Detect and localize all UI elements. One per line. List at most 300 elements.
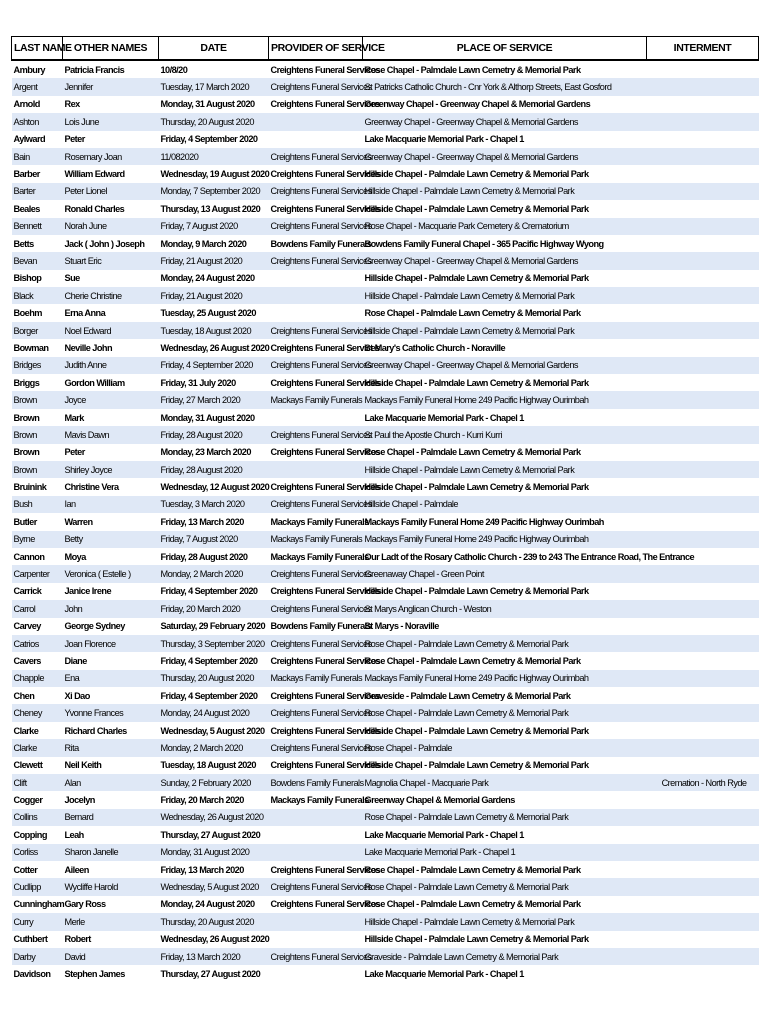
cell-other-names: Joan Florence <box>64 638 116 649</box>
cell-provider: Bowdens Family Funerals <box>270 238 372 249</box>
cell-provider: Creightens Funeral Services <box>270 447 380 458</box>
cell-other-names: Shirley Joyce <box>64 464 112 475</box>
cell-last-name: Cunningham <box>13 899 65 910</box>
cell-last-name: Cotter <box>13 864 38 875</box>
cell-provider <box>269 931 363 948</box>
cell-last-name: Beales <box>13 203 40 214</box>
cell-interment <box>647 565 759 582</box>
cell-date: Monday, 24 August 2020 <box>160 899 255 910</box>
cell-last-name: Clift <box>13 777 27 788</box>
cell-date: Friday, 4 September 2020 <box>160 134 258 145</box>
cell-place: Lake Macquarie Memorial Park - Chapel 1 <box>364 134 524 145</box>
cell-place: Hillside Chapel - Palmdale Lawn Cemetry & Memorial Park <box>364 290 575 301</box>
cell-date: Tuesday, 18 August 2020 <box>160 760 256 771</box>
table-row <box>12 531 759 548</box>
table-row <box>12 861 759 878</box>
cell-other-names: Peter <box>64 447 85 458</box>
cell-place: Rose Chapel - Palmdale Lawn Cemetry & Memorial Park <box>364 708 569 719</box>
table-row <box>12 287 759 304</box>
cell-date: Monday, 7 September 2020 <box>160 186 261 197</box>
table-row <box>12 565 759 582</box>
cell-date: Friday, 31 July 2020 <box>160 377 236 388</box>
cell-interment <box>647 113 759 130</box>
cell-other-names: Rosemary Joan <box>64 151 122 162</box>
cell-last-name: Barter <box>13 186 36 197</box>
table-row <box>12 218 759 235</box>
cell-last-name: Byrne <box>13 534 35 545</box>
cell-date: Monday, 31 August 2020 <box>160 412 255 423</box>
cell-date: Friday, 4 September 2020 <box>160 655 258 666</box>
cell-last-name: Bush <box>13 499 33 510</box>
cell-provider: Creightens Funeral Services <box>270 377 380 388</box>
cell-date: Thursday, 27 August 2020 <box>160 829 261 840</box>
cell-date: Friday, 4 September 2020 <box>160 586 258 597</box>
table-row <box>12 374 759 391</box>
cell-other-names: Betty <box>64 534 83 545</box>
cell-last-name: Cannon <box>13 551 45 562</box>
header-place: PLACE OF SERVICE <box>363 37 647 61</box>
cell-provider: Creightens Funeral Services <box>270 882 372 893</box>
cell-interment <box>647 670 759 687</box>
cell-interment <box>647 304 759 321</box>
cell-interment <box>647 270 759 287</box>
cell-date: Friday, 28 August 2020 <box>160 464 243 475</box>
table-row <box>12 826 759 843</box>
cell-other-names: Stephen James <box>64 969 125 979</box>
table-row <box>12 513 759 530</box>
cell-other-names: Norah June <box>64 221 107 232</box>
cell-last-name: Borger <box>13 325 38 336</box>
cell-date: Friday, 21 August 2020 <box>160 255 243 266</box>
table-row <box>12 131 759 148</box>
cell-other-names: Cherie Christine <box>64 290 122 301</box>
cell-other-names: Diane <box>64 655 87 666</box>
cell-last-name: Bennett <box>13 221 42 232</box>
cell-interment <box>647 600 759 617</box>
table-row <box>12 635 759 652</box>
cell-other-names: Gordon William <box>64 377 125 388</box>
cell-provider <box>269 809 363 826</box>
cell-date: Monday, 31 August 2020 <box>160 99 255 110</box>
cell-date: Friday, 13 March 2020 <box>160 864 244 875</box>
cell-date: Friday, 28 August 2020 <box>160 429 243 440</box>
cell-interment <box>647 444 759 461</box>
cell-date: Friday, 28 August 2020 <box>160 551 248 562</box>
cell-provider: Creightens Funeral Services <box>270 864 380 875</box>
cell-last-name: Carpenter <box>13 569 50 580</box>
table-row <box>12 96 759 113</box>
cell-last-name: Collins <box>13 812 38 823</box>
table-row <box>12 78 759 95</box>
cell-provider: Creightens Funeral Services <box>270 638 372 649</box>
cell-provider: Mackays Family Funerals <box>270 395 362 406</box>
cell-place: Rose Chapel - Palmdale Lawn Cemetry & Memorial Park <box>364 812 569 823</box>
cell-other-names: Judith Anne <box>64 360 107 371</box>
cell-date: Friday, 20 March 2020 <box>160 795 244 806</box>
table-row <box>12 183 759 200</box>
cell-date: Wednesday, 12 August 2020 <box>160 482 270 493</box>
cell-date: Friday, 13 March 2020 <box>160 516 244 527</box>
table-row <box>12 165 759 182</box>
cell-interment <box>647 931 759 948</box>
header-other-names: OTHER NAMES <box>63 37 159 61</box>
cell-provider: Creightens Funeral Services <box>270 99 380 110</box>
cell-interment <box>647 513 759 530</box>
table-row <box>12 252 759 269</box>
cell-provider: Creightens Funeral Services <box>270 429 372 440</box>
cell-date: Wednesday, 5 August 2020 <box>160 882 259 893</box>
cell-interment <box>647 948 759 965</box>
table-row <box>12 357 759 374</box>
cell-interment <box>647 235 759 252</box>
cell-other-names: Patricia Francis <box>64 64 125 75</box>
cell-interment <box>647 374 759 391</box>
cell-date: Friday, 4 September 2020 <box>160 690 258 701</box>
cell-provider <box>269 131 363 148</box>
cell-date: Monday, 24 August 2020 <box>160 273 255 284</box>
cell-place: St Mary's Catholic Church - Noraville <box>364 342 506 353</box>
cell-interment <box>647 896 759 913</box>
cell-place: Lake Macquarie Memorial Park - Chapel 1 <box>364 969 524 979</box>
cell-place: Greenway Chapel - Greenway Chapel & Memorial Gardens <box>364 255 578 266</box>
cell-other-names: Mark <box>64 412 84 423</box>
table-row <box>12 583 759 600</box>
cell-interment <box>647 426 759 443</box>
cell-provider <box>269 270 363 287</box>
cell-other-names: Aileen <box>64 864 89 875</box>
table-row <box>12 965 759 982</box>
cell-last-name: Brown <box>13 395 37 406</box>
cell-last-name: Copping <box>13 829 47 840</box>
cell-other-names: Sue <box>64 273 80 284</box>
cell-interment <box>647 965 759 982</box>
cell-other-names: Peter Lionel <box>64 186 107 197</box>
cell-place: Greenaway Chapel - Green Point <box>364 569 484 580</box>
cell-date: Friday, 7 August 2020 <box>160 221 238 232</box>
cell-place: Hillside Chapel - Palmdale Lawn Cemetry & Memorial Park <box>364 273 589 284</box>
cell-last-name: Betts <box>13 238 34 249</box>
cell-other-names: William Edward <box>64 169 125 180</box>
cell-provider: Creightens Funeral Services <box>270 603 372 614</box>
cell-place: Bowdens Family Funeral Chapel - 365 Pacific Highway Wyong <box>364 238 604 249</box>
funeral-listing-sheet <box>11 36 758 983</box>
cell-provider <box>269 965 363 982</box>
header-last-name: LAST NAME <box>12 37 63 61</box>
cell-last-name: Argent <box>13 82 38 93</box>
table-row <box>12 391 759 408</box>
cell-date: Monday, 2 March 2020 <box>160 742 243 753</box>
cell-date: Thursday, 27 August 2020 <box>160 969 261 979</box>
cell-last-name: Chapple <box>13 673 44 684</box>
cell-interment <box>647 878 759 895</box>
cell-other-names: Jack ( John ) Joseph <box>64 238 145 249</box>
cell-interment <box>647 826 759 843</box>
table-row <box>12 304 759 321</box>
cell-provider: Creightens Funeral Services <box>270 151 372 162</box>
table-row <box>12 496 759 513</box>
cell-interment <box>647 218 759 235</box>
cell-interment <box>647 322 759 339</box>
cell-interment <box>647 583 759 600</box>
cell-last-name: Cheney <box>13 708 42 719</box>
cell-provider: Creightens Funeral Services <box>270 203 380 214</box>
cell-provider: Creightens Funeral Services <box>270 221 372 232</box>
cell-interment <box>647 183 759 200</box>
cell-last-name: Cavers <box>13 655 41 666</box>
cell-interment <box>647 391 759 408</box>
table-row <box>12 444 759 461</box>
table-row <box>12 896 759 913</box>
cell-last-name: Brown <box>13 429 37 440</box>
cell-date: Friday, 4 September 2020 <box>160 360 253 371</box>
cell-place: Mackays Family Funeral Home 249 Pacific Highway Ourimbah <box>364 673 589 684</box>
cell-place: Hillside Chapel - Palmdale Lawn Cemetry & Memorial Park <box>364 482 589 493</box>
cell-provider: Creightens Funeral Services <box>270 186 372 197</box>
table-row <box>12 913 759 930</box>
cell-last-name: Arnold <box>13 99 40 110</box>
cell-interment <box>647 739 759 756</box>
cell-place: St Marys - Noraville <box>364 621 439 632</box>
cell-date: Monday, 31 August 2020 <box>160 847 250 858</box>
cell-last-name: Curry <box>13 916 34 927</box>
table-row <box>12 322 759 339</box>
cell-date: Friday, 20 March 2020 <box>160 603 241 614</box>
table-row <box>12 600 759 617</box>
cell-last-name: Butler <box>13 516 37 527</box>
cell-interment <box>647 287 759 304</box>
cell-date: Tuesday, 3 March 2020 <box>160 499 245 510</box>
cell-provider: Mackays Family Funerals <box>270 795 369 806</box>
table-row <box>12 791 759 808</box>
cell-provider: Creightens Funeral Services <box>270 690 380 701</box>
cell-place: Hillside Chapel - Palmdale Lawn Cemetry & Memorial Park <box>364 203 589 214</box>
cell-place: Mackays Family Funeral Home 249 Pacific Highway Ourimbah <box>364 534 589 545</box>
cell-place: St Marys Anglican Church - Weston <box>364 603 492 614</box>
cell-provider <box>269 304 363 321</box>
cell-interment <box>647 339 759 356</box>
table-row <box>12 60 759 78</box>
cell-place: Hillside Chapel - Palmdale Lawn Cemetry & Memorial Park <box>364 916 575 927</box>
cell-date: Monday, 9 March 2020 <box>160 238 247 249</box>
cell-last-name: Bevan <box>13 255 37 266</box>
header-date: DATE <box>159 37 269 61</box>
cell-other-names: Yvonne Frances <box>64 708 124 719</box>
cell-last-name: Brown <box>13 412 40 423</box>
cell-provider: Creightens Funeral Services <box>270 82 372 93</box>
cell-other-names: Gary Ross <box>64 899 106 910</box>
cell-place: Lake Macquarie Memorial Park - Chapel 1 <box>364 829 524 840</box>
cell-place: Hillside Chapel - Palmdale Lawn Cemetry & Memorial Park <box>364 377 589 388</box>
cell-last-name: Clewett <box>13 760 43 771</box>
cell-last-name: Bruinink <box>13 482 47 493</box>
cell-date: Monday, 24 August 2020 <box>160 708 250 719</box>
cell-interment <box>647 96 759 113</box>
cell-other-names: Ronald Charles <box>64 203 125 214</box>
cell-other-names: Sharon Janelle <box>64 847 119 858</box>
cell-last-name: Carvey <box>13 621 41 632</box>
cell-interment <box>647 844 759 861</box>
header-interment: INTERMENT <box>647 37 759 61</box>
cell-last-name: Carrol <box>13 603 36 614</box>
cell-place: St Patricks Catholic Church - Cnr York & Althorp Streets, East Gosford <box>364 82 612 93</box>
table-row <box>12 235 759 252</box>
cell-interment <box>647 478 759 495</box>
cell-interment <box>647 913 759 930</box>
cell-other-names: Richard Charles <box>64 725 127 736</box>
cell-interment <box>647 461 759 478</box>
cell-other-names: Robert <box>64 934 91 945</box>
cell-interment <box>647 704 759 721</box>
header-row <box>12 37 759 61</box>
cell-last-name: Bowman <box>13 342 49 353</box>
cell-place: Rose Chapel - Macquarie Park Cemetery & Crematorium <box>364 221 569 232</box>
cell-place: Hillside Chapel - Palmdale Lawn Cemetry & Memorial Park <box>364 464 575 475</box>
cell-provider: Creightens Funeral Services <box>270 725 380 736</box>
cell-place: Rose Chapel - Palmdale Lawn Cemetry & Memorial Park <box>364 882 569 893</box>
table-row <box>12 774 759 791</box>
cell-place: Hillside Chapel - Palmdale Lawn Cemetry & Memorial Park <box>364 725 589 736</box>
cell-place: Hillside Chapel - Palmdale Lawn Cemetry & Memorial Park <box>364 186 575 197</box>
cell-other-names: Erna Anna <box>64 308 106 319</box>
cell-place: Hillside Chapel - Palmdale Lawn Cemetry & Memorial Park <box>364 934 589 945</box>
cell-last-name: Aylward <box>13 134 46 145</box>
cell-date: 10/8/20 <box>160 64 188 75</box>
cell-date: Tuesday, 25 August 2020 <box>160 308 256 319</box>
cell-place: Mackays Family Funeral Home 249 Pacific Highway Ourimbah <box>364 395 589 406</box>
cell-provider: Creightens Funeral Services <box>270 742 372 753</box>
cell-last-name: Darby <box>13 951 36 962</box>
cell-interment <box>647 148 759 165</box>
cell-place: Rose Chapel - Palmdale Lawn Cemetry & Memorial Park <box>364 638 569 649</box>
cell-other-names: Noel Edward <box>64 325 112 336</box>
cell-interment <box>647 531 759 548</box>
cell-provider: Creightens Funeral Services <box>270 64 380 75</box>
cell-place: Greenway Chapel - Greenway Chapel & Memorial Gardens <box>364 360 578 371</box>
cell-last-name: Carrick <box>13 586 42 597</box>
table-row <box>12 670 759 687</box>
cell-date: Wednesday, 19 August 2020 <box>160 169 270 180</box>
cell-date: Wednesday, 5 August 2020 <box>160 725 265 736</box>
cell-interment <box>647 687 759 704</box>
cell-other-names: Peter <box>64 134 85 145</box>
cell-other-names: Rita <box>64 742 79 753</box>
table-body <box>12 60 759 983</box>
cell-provider: Creightens Funeral Services <box>270 655 380 666</box>
cell-place: Hillside Chapel - Palmdale Lawn Cemetry & Memorial Park <box>364 760 589 771</box>
cell-date: Saturday, 29 February 2020 <box>160 621 266 632</box>
cell-provider: Creightens Funeral Services <box>270 482 380 493</box>
cell-date: Monday, 2 March 2020 <box>160 569 243 580</box>
table-row <box>12 339 759 356</box>
cell-place: Greenway Chapel - Greenway Chapel & Memorial Gardens <box>364 151 578 162</box>
cell-interment <box>647 131 759 148</box>
cell-other-names: Xi Dao <box>64 690 90 701</box>
table-row <box>12 113 759 130</box>
cell-provider: Creightens Funeral Services <box>270 899 380 910</box>
cell-other-names: Leah <box>64 829 84 840</box>
cell-place: Rose Chapel - Palmdale Lawn Cemetry & Memorial Park <box>364 447 581 458</box>
cell-provider <box>269 826 363 843</box>
cell-interment <box>647 200 759 217</box>
cell-other-names: John <box>64 603 83 614</box>
funeral-table <box>11 36 759 983</box>
cell-other-names: Ian <box>64 499 76 510</box>
cell-interment <box>647 635 759 652</box>
cell-last-name: Clarke <box>13 725 39 736</box>
table-row <box>12 687 759 704</box>
table-row <box>12 931 759 948</box>
cell-provider: Creightens Funeral Services <box>270 169 380 180</box>
cell-other-names: Jennifer <box>64 82 93 93</box>
cell-other-names: Rex <box>64 99 80 110</box>
cell-provider: Bowdens Family Funerals <box>270 777 364 788</box>
table-row <box>12 478 759 495</box>
cell-place: Our Ladt of the Rosary Catholic Church - 239 to 243 The Entrance Road, The Entrance <box>364 551 695 562</box>
cell-provider: Creightens Funeral Services <box>270 586 380 597</box>
table-row <box>12 618 759 635</box>
table-row <box>12 652 759 669</box>
cell-last-name: Bridges <box>13 360 41 371</box>
cell-other-names: Joyce <box>64 395 86 406</box>
cell-last-name: Corliss <box>13 847 38 858</box>
cell-last-name: Ashton <box>13 116 39 127</box>
table-row <box>12 739 759 756</box>
cell-place: Rose Chapel - Palmdale Lawn Cemetry & Memorial Park <box>364 899 581 910</box>
cell-last-name: Cudlipp <box>13 882 41 893</box>
cell-provider: Creightens Funeral Services <box>270 951 372 962</box>
cell-other-names: Alan <box>64 777 81 788</box>
cell-date: Thursday, 3 September 2020 <box>160 638 265 649</box>
cell-last-name: Catrios <box>13 638 39 649</box>
cell-place: Hillside Chapel - Palmdale Lawn Cemetry & Memorial Park <box>364 325 575 336</box>
cell-other-names: Jocelyn <box>64 795 95 806</box>
table-row <box>12 461 759 478</box>
cell-date: Tuesday, 17 March 2020 <box>160 82 250 93</box>
cell-last-name: Clarke <box>13 742 37 753</box>
cell-date: Wednesday, 26 August 2020 <box>160 342 270 353</box>
cell-interment <box>647 722 759 739</box>
table-row <box>12 809 759 826</box>
cell-other-names: George Sydney <box>64 621 125 632</box>
cell-provider <box>269 461 363 478</box>
cell-last-name: Bain <box>13 151 30 162</box>
table-row <box>12 270 759 287</box>
cell-provider <box>269 409 363 426</box>
cell-last-name: Ambury <box>13 64 45 75</box>
cell-place: Hillside Chapel - Palmdale <box>364 499 458 510</box>
cell-provider <box>269 287 363 304</box>
cell-last-name: Brown <box>13 447 40 458</box>
cell-provider: Creightens Funeral Services <box>270 499 372 510</box>
cell-other-names: Lois June <box>64 116 99 127</box>
cell-place: Magnolia Chapel - Macquarie Park <box>364 777 489 788</box>
table-row <box>12 844 759 861</box>
cell-date: Friday, 21 August 2020 <box>160 290 243 301</box>
cell-provider: Mackays Family Funerals <box>270 534 362 545</box>
cell-last-name: Cogger <box>13 795 43 806</box>
cell-interment <box>647 357 759 374</box>
cell-place: Greenway Chapel - Greenway Chapel & Memorial Gardens <box>364 99 591 110</box>
cell-place: Lake Macquarie Memorial Park - Chapel 1 <box>364 847 516 858</box>
cell-last-name: Brown <box>13 464 37 475</box>
cell-date: Friday, 27 March 2020 <box>160 395 241 406</box>
cell-other-names: Ena <box>64 673 80 684</box>
table-row <box>12 148 759 165</box>
cell-provider: Mackays Family Funerals <box>270 673 362 684</box>
cell-provider <box>269 844 363 861</box>
cell-other-names: Bernard <box>64 812 94 823</box>
table-row <box>12 722 759 739</box>
